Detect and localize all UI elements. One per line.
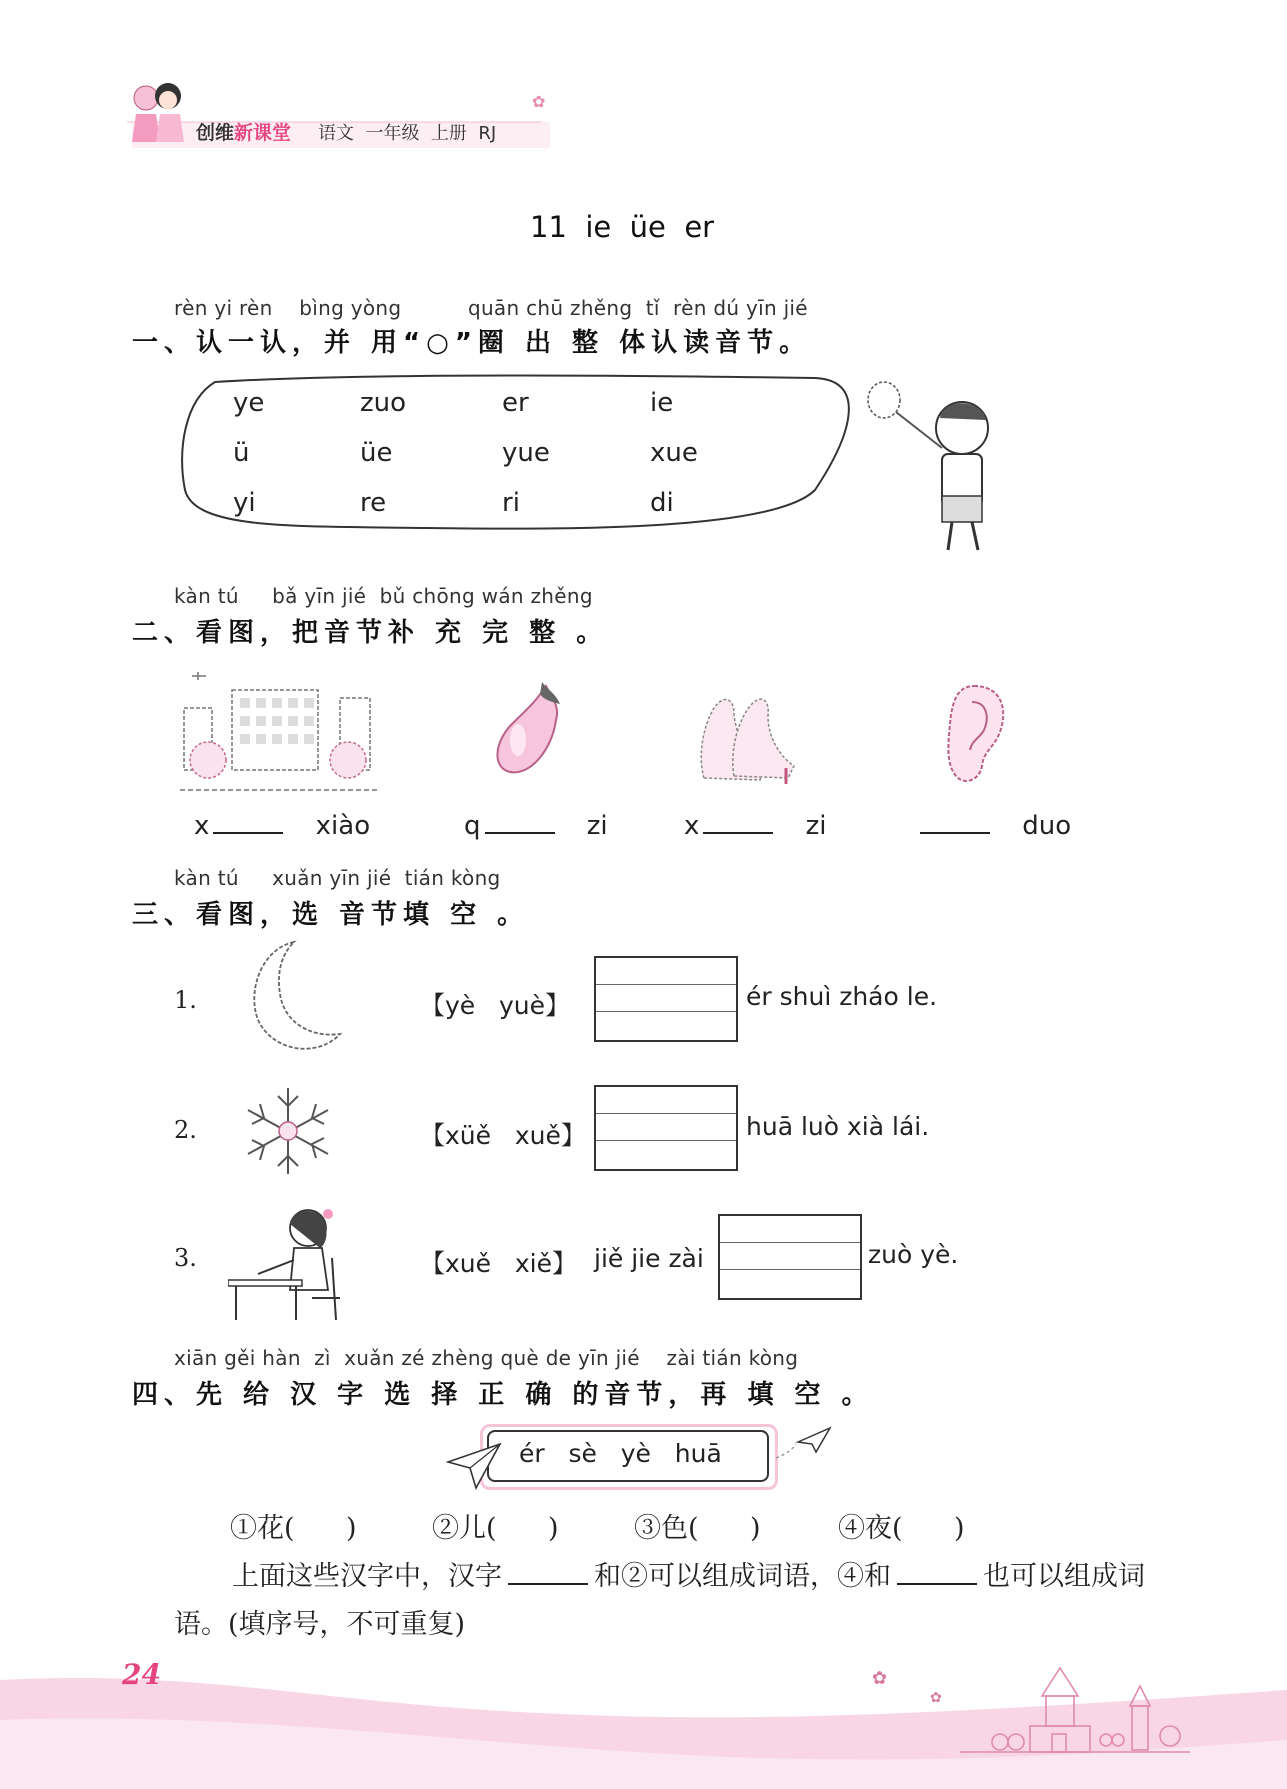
writing-line [596,1114,736,1141]
lesson-title: 11 ie üe er [530,210,715,244]
school-building-icon [180,668,380,796]
writing-line [596,1141,736,1167]
syllable-item[interactable]: re [360,488,387,518]
fill-in-suffix: zi [797,811,827,841]
writing-line [596,985,736,1012]
ear-icon [938,680,1010,790]
fill-in-item [684,810,827,841]
pinyin-writing-box[interactable] [594,956,738,1042]
q1-pinyin: rèn yi rèn bìng yòng quān chū zhěng tǐ rèn dú yīn jié [174,296,808,320]
sentence-before: jiě jie zài [594,1244,704,1273]
fill-in-item [194,810,370,841]
high-heel-shoes-icon [694,688,804,784]
syllable-item[interactable]: yi [233,488,256,518]
writing-line [720,1270,860,1296]
fill-in-item [916,810,1071,841]
q4-sentence-line1 [232,1554,1145,1593]
q3-title: 三、看图，选 音节填 空 。 [132,900,530,930]
syllable-item[interactable]: ie [650,388,674,418]
option-brackets: 【xüě xuě】 [420,1121,586,1150]
q4-sentence-c: 也可以组成词 [983,1561,1145,1592]
fill-in-prefix: q [464,811,481,841]
answer-blank[interactable] [213,810,283,834]
fill-in-prefix: x [684,811,700,841]
q4-sentence-b: 和②可以组成词语，④和 [594,1561,891,1592]
q4-sentence-a: 上面这些汉字中，汉字 [232,1561,502,1592]
pinyin-writing-box[interactable] [594,1085,738,1171]
option-brackets: 【yè yuè】 [420,991,571,1020]
syllable-item[interactable]: ye [233,388,265,418]
choices-box [480,1424,778,1490]
syllable-item[interactable]: ü [233,438,250,468]
choices-text: ér sè yè huā [519,1439,722,1468]
syllable-item[interactable]: di [650,488,674,518]
writing-line [596,958,736,985]
syllable-item[interactable]: er [502,388,529,418]
item-number: 3. [174,1244,197,1272]
paper-plane-right-icon [772,1424,832,1464]
q4-sentence-line2: 语。(填序号，不可重复) [174,1609,466,1640]
hanzi-item[interactable]: ①花( ) [230,1513,357,1544]
hanzi-item[interactable]: ④夜( ) [838,1513,965,1544]
flower-icon: ✿ [532,92,546,111]
q1-title: 一、认一认，并 用“○”圈 出 整 体认读音节。 [132,328,812,358]
fill-in-suffix: xiào [307,811,371,841]
header-subtitle: 语文 一年级 上册 RJ [318,123,497,144]
fill-in-prefix: x [194,811,210,841]
syllable-item[interactable]: xue [650,438,698,468]
hanzi-item[interactable]: ③色( ) [634,1513,761,1544]
paper-plane-left-icon [446,1440,502,1490]
boy-blowing-bubble-icon [862,378,1002,558]
answer-blank-1[interactable] [508,1559,588,1585]
pinyin-writing-box[interactable] [718,1214,862,1300]
q2-title: 二、看图，把音节补 充 完 整 。 [132,618,609,648]
syllable-item[interactable]: ri [502,488,520,518]
sentence-after: zuò yè. [868,1240,959,1269]
syllable-item[interactable]: üe [360,438,393,468]
writing-line [720,1216,860,1243]
answer-blank[interactable] [485,810,555,834]
kids-logo-icon [126,80,190,150]
moon-icon [244,938,344,1058]
small-bird-icon: ✿ [930,1690,942,1706]
castle-icon [960,1656,1190,1756]
q4-pinyin: xiān gěi hàn zì xuǎn zé zhèng què de yīn jié zài tián kòng [174,1346,799,1370]
item-number: 1. [174,986,197,1014]
sentence-after: ér shuì zháo le. [746,982,938,1011]
writing-line [596,1012,736,1038]
fill-in-suffix: duo [1014,811,1072,841]
fill-in-item [464,810,608,841]
answer-blank-2[interactable] [897,1559,977,1585]
item-number: 2. [174,1116,197,1144]
fill-in-suffix: zi [578,811,608,841]
q2-pinyin: kàn tú bǎ yīn jié bǔ chōng wán zhěng [174,584,593,608]
hanzi-item[interactable]: ②儿( ) [432,1513,559,1544]
answer-blank[interactable] [920,810,990,834]
q3-pinyin: kàn tú xuǎn yīn jié tián kòng [174,866,501,890]
small-flower-icon: ✿ [872,1668,888,1689]
girl-writing-icon [228,1198,348,1320]
sentence-after: huā luò xià lái. [746,1112,930,1141]
snowflake-icon [236,1084,340,1178]
header-brand: 创维新课堂 [196,122,292,144]
answer-blank[interactable] [703,810,773,834]
syllable-item[interactable]: zuo [360,388,407,418]
writing-line [720,1243,860,1270]
writing-line [596,1087,736,1114]
page-number: 24 [122,1658,161,1691]
syllable-item[interactable]: yue [502,438,550,468]
q4-title: 四、先 给 汉 字 选 择 正 确 的音节，再 填 空 。 [132,1380,874,1410]
option-brackets: 【xuě xiě】 [420,1249,577,1278]
eggplant-icon [490,680,570,780]
